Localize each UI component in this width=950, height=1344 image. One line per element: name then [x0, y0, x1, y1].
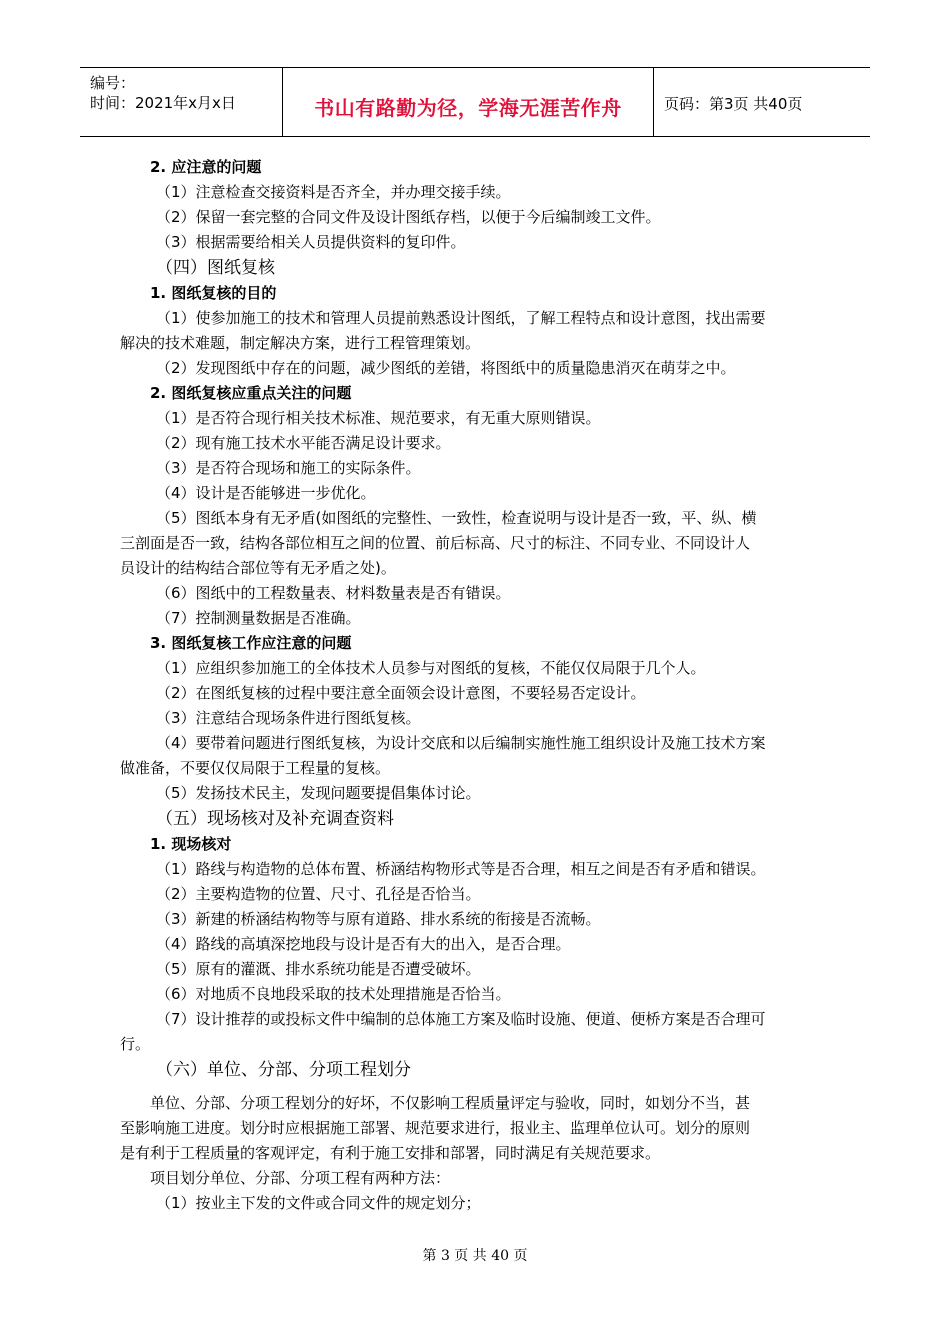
- list-item: （5）原有的灌溉、排水系统功能是否遭受破坏。: [156, 960, 481, 978]
- list-item: （4）路线的高填深挖地段与设计是否有大的出入，是否合理。: [156, 935, 571, 953]
- page-footer: 第 3 页 共 40 页: [422, 1248, 528, 1264]
- spacer: [120, 1083, 835, 1091]
- list-item: （2）现有施工技术水平能否满足设计要求。: [156, 434, 451, 452]
- subheading: 3. 图纸复核工作应注意的问题: [150, 634, 352, 652]
- list-item: （2）在图纸复核的过程中要注意全面领会设计意图，不要轻易否定设计。: [156, 684, 646, 702]
- list-item: （1）应组织参加施工的全体技术人员参与对图纸的复核，不能仅仅局限于几个人。: [156, 659, 706, 677]
- header-motto: 书山有路勤为径，学海无涯苦作舟: [314, 96, 622, 120]
- header-page-label: 页码：第3页 共40页: [664, 95, 803, 113]
- list-item: （1）是否符合现行相关技术标准、规范要求，有无重大原则错误。: [156, 409, 601, 427]
- list-item: （2）主要构造物的位置、尺寸、孔径是否恰当。: [156, 885, 481, 903]
- section-heading: （四）图纸复核: [156, 258, 275, 278]
- list-item: （2）保留一套完整的合同文件及设计图纸存档，以便于今后编制竣工文件。: [156, 208, 661, 226]
- paragraph: 项目划分单位、分部、分项工程有两种方法：: [150, 1169, 451, 1187]
- paragraph-continuation: 员设计的结构结合部位等有无矛盾之处)。: [120, 559, 396, 577]
- paragraph-continuation: 解决的技术难题，制定解决方案，进行工程管理策划。: [120, 334, 481, 352]
- page-header: [80, 67, 870, 137]
- list-item: （5）图纸本身有无矛盾(如图纸的完整性、一致性，检查说明与设计是否一致，平、纵、横: [156, 509, 757, 527]
- list-item: （1）注意检查交接资料是否齐全，并办理交接手续。: [156, 183, 511, 201]
- section-heading: （五）现场核对及补充调查资料: [156, 809, 394, 829]
- list-item: （3）根据需要给相关人员提供资料的复印件。: [156, 233, 466, 251]
- list-item: （7）设计推荐的或投标文件中编制的总体施工方案及临时设施、便道、便桥方案是否合理可: [156, 1010, 766, 1028]
- header-left-cell: [80, 68, 283, 136]
- paragraph: 单位、分部、分项工程划分的好坏，不仅影响工程质量评定与验收，同时，如划分不当，甚: [150, 1094, 751, 1112]
- list-item: （1）路线与构造物的总体布置、桥涵结构物形式等是否合理，相互之间是否有矛盾和错误。: [156, 860, 766, 878]
- document-time-label: 时间：2021年x月x日: [90, 94, 236, 112]
- paragraph-continuation: 做准备，不要仅仅局限于工程量的复核。: [120, 759, 391, 777]
- subheading: 1. 现场核对: [150, 835, 232, 853]
- document-body: [120, 155, 835, 1216]
- document-number-label: 编号：: [90, 74, 136, 92]
- header-center-cell: [283, 68, 654, 136]
- section-heading: （六）单位、分部、分项工程划分: [156, 1060, 411, 1080]
- list-item: （3）是否符合现场和施工的实际条件。: [156, 459, 421, 477]
- list-item: （3）新建的桥涵结构物等与原有道路、排水系统的衔接是否流畅。: [156, 910, 601, 928]
- list-item: （1）使参加施工的技术和管理人员提前熟悉设计图纸，了解工程特点和设计意图，找出需要: [156, 309, 766, 327]
- list-item: （2）发现图纸中存在的问题，减少图纸的差错，将图纸中的质量隐患消灭在萌芽之中。: [156, 359, 736, 377]
- subheading: 1. 图纸复核的目的: [150, 284, 277, 302]
- list-item: （4）要带着问题进行图纸复核，为设计交底和以后编制实施性施工组织设计及施工技术方案: [156, 734, 766, 752]
- paragraph-continuation: 三剖面是否一致，结构各部位相互之间的位置、前后标高、尺寸的标注、不同专业、不同设计人: [120, 534, 751, 552]
- list-item: （3）注意结合现场条件进行图纸复核。: [156, 709, 421, 727]
- header-right-cell: [654, 68, 870, 136]
- paragraph-continuation: 至影响施工进度。划分时应根据施工部署、规范要求进行，报业主、监理单位认可。划分的原则: [120, 1119, 751, 1137]
- paragraph-continuation: 行。: [120, 1035, 151, 1053]
- subheading: 2. 应注意的问题: [150, 158, 262, 176]
- subheading: 2. 图纸复核应重点关注的问题: [150, 384, 352, 402]
- list-item: （7）控制测量数据是否准确。: [156, 609, 361, 627]
- paragraph-continuation: 是有利于工程质量的客观评定，有利于施工安排和部署，同时满足有关规范要求。: [120, 1144, 661, 1162]
- list-item: （6）对地质不良地段采取的技术处理措施是否恰当。: [156, 985, 511, 1003]
- list-item: （1）按业主下发的文件或合同文件的规定划分；: [156, 1194, 481, 1212]
- list-item: （4）设计是否能够进一步优化。: [156, 484, 376, 502]
- list-item: （6）图纸中的工程数量表、材料数量表是否有错误。: [156, 584, 511, 602]
- list-item: （5）发扬技术民主，发现问题要提倡集体讨论。: [156, 784, 481, 802]
